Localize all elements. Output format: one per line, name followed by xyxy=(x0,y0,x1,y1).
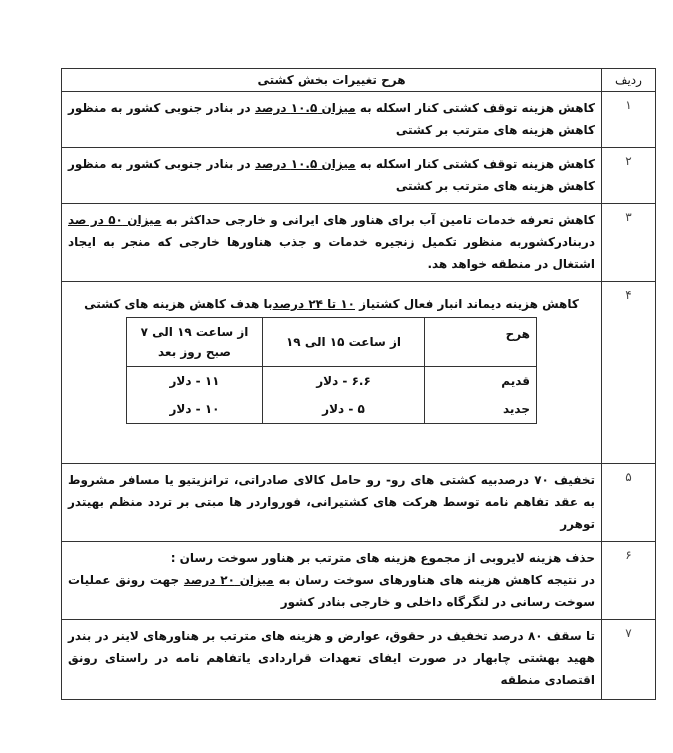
row-description xyxy=(62,282,602,464)
sub-row-value: ۶.۶ - دلار xyxy=(263,367,425,396)
text: حذف هزینه لایروبی از مجموع هزینه های مترتب بر هناور سوخت رسان : xyxy=(170,551,595,565)
table-row xyxy=(62,92,656,148)
row-description xyxy=(62,204,602,282)
header-index: ردیف xyxy=(602,69,656,92)
table-row xyxy=(62,464,656,542)
sub-table-header-row xyxy=(127,318,537,367)
underlined-text: ۱۰ تا ۲۴ درصد xyxy=(272,297,355,311)
text: در بنادر جنوبی کشور به منظور کاهش هزینه های مترتب بر کشتی xyxy=(68,101,595,137)
table-row xyxy=(62,148,656,204)
text: در نتیجه کاهش هزینه های هناورهای سوخت رسان به xyxy=(273,573,595,587)
underlined-text: میزان ۱۰.۵ درصد xyxy=(254,101,356,115)
text: جهت رونق عملیات سوخت رسانی در لنگرگاه داخلی و خارجی بنادر کشور xyxy=(68,573,595,609)
table-header-row xyxy=(62,69,656,92)
row-index: ۳ xyxy=(602,204,656,282)
text: تخفیف ۷۰ درصدبیه کشتی های رو- رو حامل کالای صادراتی، ترانزیتیو یا مسافر مشروط به عقد تفاهم نامه توسط هرکت های کشتیرانی، فورواردر ها مبتی بر تردد منظم بهیتدر توهرر xyxy=(68,473,595,531)
tariff-sub-table xyxy=(126,317,537,424)
text: با هدف کاهش هزینه های کشتی xyxy=(84,297,273,311)
document xyxy=(62,68,656,700)
underlined-text: میزان ۵۰ در صد xyxy=(68,213,162,227)
sub-table-row xyxy=(127,367,537,396)
row-index: ۱ xyxy=(602,92,656,148)
header-description: هرح تغییرات بخش کشتی xyxy=(62,69,602,92)
text: کاهش هزینه توقف کشتی کنار اسکله به xyxy=(355,101,595,115)
row-description xyxy=(62,92,602,148)
sub-row-value: ۱۰ - دلار xyxy=(127,395,263,424)
table-row xyxy=(62,542,656,620)
row-index: ۲ xyxy=(602,148,656,204)
text: کاهش هزینه توقف کشتی کنار اسکله به xyxy=(355,157,595,171)
table-row xyxy=(62,282,656,464)
table-row xyxy=(62,204,656,282)
text: کاهش هزینه دیماند انبار فعال کشتیاز xyxy=(355,297,579,311)
table-row xyxy=(62,620,656,700)
changes-table xyxy=(61,68,656,700)
sub-row-label: قدیم xyxy=(425,367,537,396)
text: کاهش تعرفه خدمات تامین آب برای هناور های ایرانی و خارجی حداکثر به xyxy=(161,213,595,227)
row-description xyxy=(62,464,602,542)
text: در بنادر جنوبی کشور به منظور کاهش هزینه های مترتب بر کشتی xyxy=(68,157,595,193)
sub-header-19-7: از ساعت ۱۹ الی ۷ صبح روز بعد xyxy=(127,318,263,367)
text: دربنادرکشوربه منظور تکمیل زنجیره خدمات و جذب هناورها خارجی که منجر به ایجاد اشتغال در منطقه خواهد هد. xyxy=(68,235,595,271)
sub-row-value: ۱۱ - دلار xyxy=(127,367,263,396)
sub-row-value: ۵ - دلار xyxy=(263,395,425,424)
sub-header-label: هرح xyxy=(425,318,537,367)
row-description xyxy=(62,148,602,204)
row-index: ۵ xyxy=(602,464,656,542)
sub-row-label: جدید xyxy=(425,395,537,424)
sub-header-15-19: از ساعت ۱۵ الی ۱۹ xyxy=(263,318,425,367)
row-description xyxy=(62,620,602,700)
sub-table-title xyxy=(65,297,598,311)
row-description xyxy=(62,542,602,620)
sub-section xyxy=(63,283,600,442)
text: تا سقف ۸۰ درصد تخفیف در حقوق، عوارض و هزینه های مترتب بر هناورهای لاینر در بندر ههید بهشتی چابهار در صورت ایفای تعهدات قراردادی یاتفاهم نامه در راستای رونق اقتصادی منطقه xyxy=(68,629,595,687)
row-index: ۷ xyxy=(602,620,656,700)
sub-table-row xyxy=(127,395,537,424)
underlined-text: میزان ۱۰.۵ درصد xyxy=(254,157,356,171)
row-index: ۴ xyxy=(602,282,656,464)
underlined-text: میزان ۲۰ درصد xyxy=(183,573,274,587)
row-index: ۶ xyxy=(602,542,656,620)
